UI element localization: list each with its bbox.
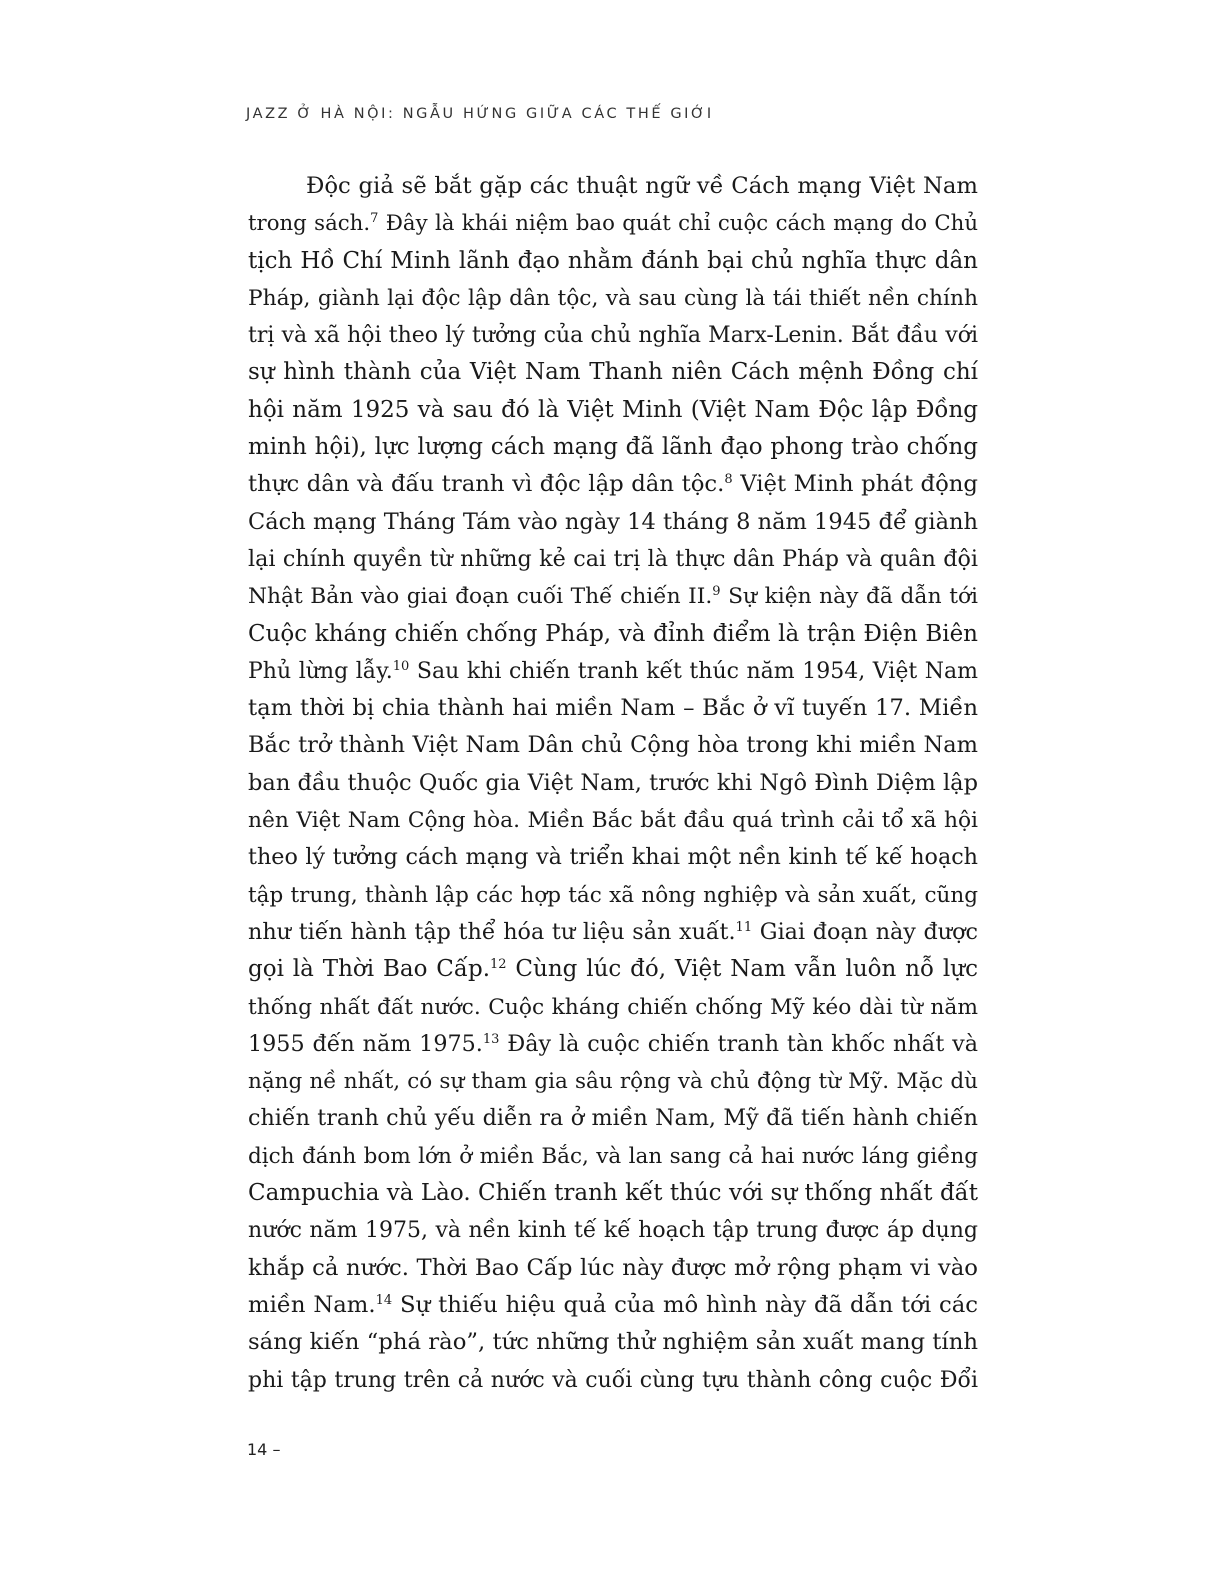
text-line: Cách mạng Tháng Tám vào ngày 14 tháng 8 năm 1945 để giành (248, 508, 978, 535)
text-line: Pháp, giành lại độc lập dân tộc, và sau cùng là tái thiết nền chính (248, 285, 978, 311)
footnote-ref: 11 (735, 920, 753, 936)
text-line: Campuchia và Lào. Chiến tranh kết thúc với sự thống nhất đất (248, 1180, 978, 1207)
text-line: miền Nam.$^{14}$ Sự thiếu hiệu quả của mô hình này đã dẫn tới các (248, 1291, 978, 1318)
text-line: tập trung, thành lập các hợp tác xã nông nghiệp và sản xuất, cũng (248, 882, 978, 908)
text-line: hội năm 1925 và sau đó là Việt Minh (Việt Nam Độc lập Đồng (248, 396, 978, 423)
text-line: nên Việt Nam Cộng hòa. Miền Bắc bắt đầu quá trình cải tổ xã hội (248, 808, 978, 834)
text-line: trị và xã hội theo lý tưởng của chủ nghĩa Marx-Lenin. Bắt đầu với (248, 323, 978, 349)
text-line: sáng kiến “phá rào”, tức những thử nghiệm sản xuất mang tính (248, 1329, 978, 1356)
footnote-ref: 9 (712, 584, 721, 600)
page-number: 14 – (247, 1440, 281, 1459)
text-line: khắp cả nước. Thời Bao Cấp lúc này được mở rộng phạm vi vào (248, 1254, 978, 1281)
footnote-ref: 13 (482, 1032, 500, 1048)
text-line: thống nhất đất nước. Cuộc kháng chiến chống Mỹ kéo dài từ năm (248, 994, 978, 1020)
text-line: nước năm 1975, và nền kinh tế kế hoạch tập trung được áp dụng (248, 1218, 978, 1244)
text-line: nặng nề nhất, có sự tham gia sâu rộng và chủ động từ Mỹ. Mặc dù (248, 1069, 978, 1095)
footnote-ref: 14 (375, 1293, 393, 1309)
text-line: thực dân và đấu tranh vì độc lập dân tộc.$^8$ Việt Minh phát động (248, 471, 978, 498)
text-line: tạm thời bị chia thành hai miền Nam – Bắc ở vĩ tuyến 17. Miền (248, 695, 978, 722)
text-line: Độc giả sẽ bắt gặp các thuật ngữ về Cách mạng Việt Nam (306, 173, 978, 199)
text-line: ban đầu thuộc Quốc gia Việt Nam, trước khi Ngô Đình Diệm lập (248, 769, 978, 796)
text-line: theo lý tưởng cách mạng và triển khai một nền kinh tế kế hoạch (248, 844, 978, 871)
footnote-ref: 8 (724, 472, 733, 488)
text-line: Cuộc kháng chiến chống Pháp, và đỉnh điểm là trận Điện Biên (248, 620, 978, 647)
text-line: Bắc trở thành Việt Nam Dân chủ Cộng hòa trong khi miền Nam (248, 732, 978, 759)
text-line: Phủ lừng lẫy.$^{10}$ Sau khi chiến tranh kết thúc năm 1954, Việt Nam (248, 658, 978, 684)
running-header: JAZZ Ở HÀ NỘI: NGẪU HỨNG GIỮA CÁC THẾ GIỚI (246, 106, 714, 122)
footnote-ref: 7 (370, 211, 379, 227)
body-paragraph (248, 168, 978, 1399)
text-line: lại chính quyền từ những kẻ cai trị là thực dân Pháp và quân đội (248, 545, 978, 572)
footnote-ref: 12 (490, 957, 507, 973)
text-line: dịch đánh bom lớn ở miền Bắc, và lan sang cả hai nước láng giềng (248, 1143, 978, 1169)
text-line: phi tập trung trên cả nước và cuối cùng tựu thành công cuộc Đổi (248, 1367, 978, 1393)
text-line: tịch Hồ Chí Minh lãnh đạo nhằm đánh bại chủ nghĩa thực dân (248, 247, 978, 274)
text-line: như tiến hành tập thể hóa tư liệu sản xuất.$^{11}$ Giai đoạn này được (248, 918, 978, 945)
text-line: Nhật Bản vào giai đoạn cuối Thế chiến II.$^9$ Sự kiện này đã dẫn tới (248, 584, 978, 610)
text-line: gọi là Thời Bao Cấp.$^{12}$ Cùng lúc đó, Việt Nam vẫn luôn nỗ lực (248, 956, 978, 983)
footnote-ref: 10 (392, 659, 410, 675)
text-line: chiến tranh chủ yếu diễn ra ở miền Nam, Mỹ đã tiến hành chiến (248, 1105, 978, 1132)
text-line: minh hội), lực lượng cách mạng đã lãnh đạo phong trào chống (248, 434, 978, 461)
text-line: trong sách.$^7$ Đây là khái niệm bao quát chỉ cuộc cách mạng do Chủ (248, 211, 978, 237)
text-line: 1955 đến năm 1975.13 Đây là cuộc chiến tranh tàn khốc nhất và (248, 1030, 978, 1057)
text-line: sự hình thành của Việt Nam Thanh niên Cách mệnh Đồng chí (248, 359, 978, 386)
